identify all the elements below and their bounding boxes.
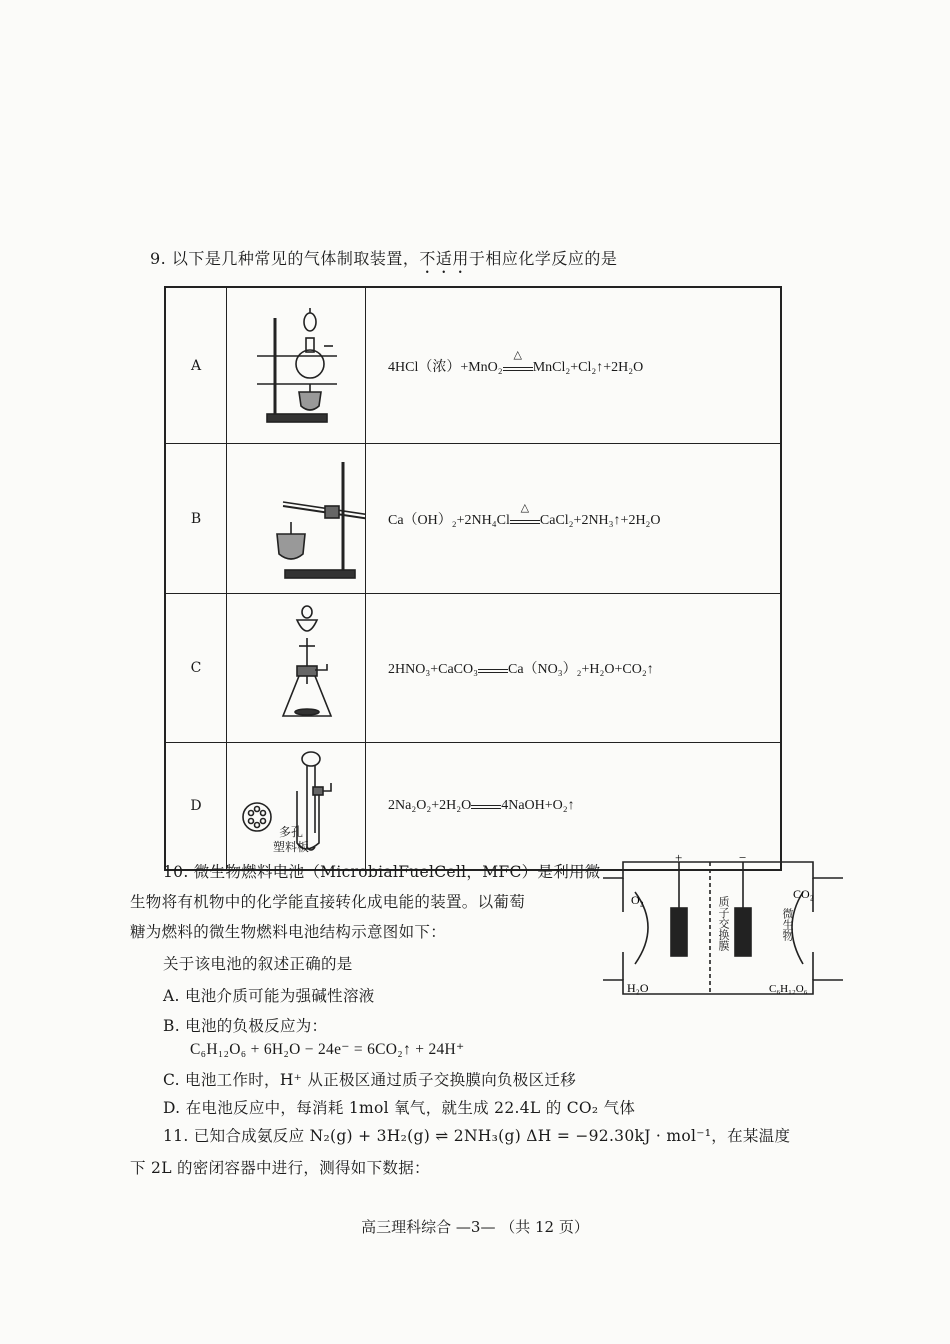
q9-stem-end: 于相应化学反应的是 xyxy=(468,249,618,268)
plate-label-line1: 多孔 xyxy=(279,825,304,839)
fuel-cell-diagram xyxy=(603,852,853,1002)
apparatus-image-b xyxy=(227,444,366,594)
condition: △ xyxy=(513,348,522,361)
label-membrane: 质子交换膜 xyxy=(717,896,730,951)
conical-flask-funnel-icon xyxy=(227,594,365,738)
positive-terminal: + xyxy=(675,852,683,865)
q10-line1: 10. 微生物燃料电池（MicrobialFuelCell，MFC）是利用微 xyxy=(163,863,601,881)
label-co2: CO₂ xyxy=(793,887,814,901)
eq-left: Ca（OH）₂+2NH₄Cl xyxy=(388,512,510,528)
label-o2: O₂ xyxy=(631,893,644,907)
plate-label-line2: 塑料板 xyxy=(273,840,310,854)
equals-arrow xyxy=(503,348,533,371)
option-letter: D xyxy=(165,743,227,871)
eq-left: 2Na₂O₂+2H₂O xyxy=(388,798,472,813)
equation-cell-a xyxy=(366,287,782,444)
q10-option-c: C. 电池工作时，H⁺ 从正极区通过质子交换膜向负极区迁移 xyxy=(163,1071,576,1089)
flask-heating-apparatus-icon xyxy=(227,288,365,439)
q11-line1: 11. 已知合成氨反应 N₂(g) + 3H₂(g) ⇌ 2NH₃(g) ΔH = −92.30kJ · mol⁻¹，在某温度 xyxy=(163,1127,791,1145)
equation-cell-d xyxy=(366,743,782,871)
q10-option-b-equation: C₆H₁₂O₆ + 6H₂O − 24e⁻ = 6CO₂↑ + 24H⁺ xyxy=(190,1041,465,1058)
page-footer: 高三理科综合 —3— （共 12 页） xyxy=(361,1218,589,1236)
q10-option-b: B. 电池的负极反应为： xyxy=(163,1017,328,1035)
apparatus-image-a xyxy=(227,287,366,444)
apparatus-image-d xyxy=(227,743,366,871)
eq-left: 2HNO₃+CaCO₃ xyxy=(388,662,478,677)
label-glucose: C₆H₁₂O₆ xyxy=(769,983,808,995)
label-h2o: H₂O xyxy=(627,981,649,995)
plate-label xyxy=(273,825,309,855)
equals-arrow xyxy=(510,501,540,524)
table-row xyxy=(165,287,781,444)
apparatus-table xyxy=(164,286,782,871)
eq-right: 4NaOH+O₂↑ xyxy=(501,798,575,813)
equals-arrow xyxy=(478,663,508,673)
q10-line2: 生物将有机物中的化学能直接转化成电能的装置。以葡萄 xyxy=(130,893,526,911)
q11-line2: 下 2L 的密闭容器中进行，测得如下数据： xyxy=(130,1159,430,1177)
option-letter: B xyxy=(165,444,227,594)
question-9-stem xyxy=(150,246,617,277)
table-row xyxy=(165,743,781,871)
q10-option-d: D. 在电池反应中，每消耗 1mol 氧气，就生成 22.4L 的 CO₂ 气体 xyxy=(163,1099,636,1117)
q9-emphasis: 不适用 xyxy=(419,249,469,268)
negative-terminal: − xyxy=(739,852,747,865)
equals-arrow xyxy=(471,799,501,809)
apparatus-image-c xyxy=(227,594,366,743)
condition: △ xyxy=(520,501,530,514)
option-letter: A xyxy=(165,287,227,444)
eq-left: 4HCl（浓）+MnO₂ xyxy=(388,359,503,375)
table-row xyxy=(165,594,781,743)
table-row xyxy=(165,444,781,594)
q10-option-a: A. 电池介质可能为强碱性溶液 xyxy=(163,987,375,1005)
q10-line3: 糖为燃料的微生物燃料电池结构示意图如下： xyxy=(130,923,447,941)
test-tube-heating-apparatus-icon xyxy=(227,444,365,589)
label-microbe: 微生物 xyxy=(781,908,794,941)
eq-right: Ca（NO₃）₂+H₂O+CO₂↑ xyxy=(508,662,654,677)
eq-right: MnCl₂+Cl₂↑+2H₂O xyxy=(532,359,644,375)
equation-cell-b xyxy=(366,444,782,594)
q10-line4: 关于该电池的叙述正确的是 xyxy=(163,955,353,973)
option-letter: C xyxy=(165,594,227,743)
q9-stem-text: 9. 以下是几种常见的气体制取装置， xyxy=(150,249,420,268)
eq-right: CaCl₂+2NH₃↑+2H₂O xyxy=(539,512,661,528)
equation-cell-c xyxy=(366,594,782,743)
